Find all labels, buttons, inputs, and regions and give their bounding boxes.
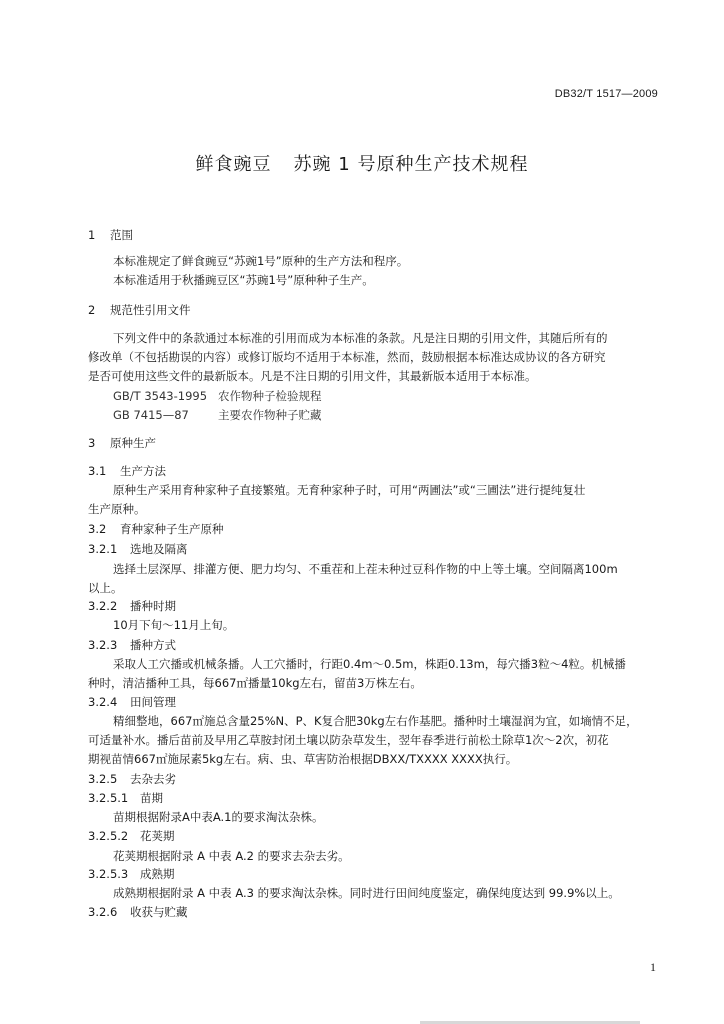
section-3-2-2-paragraph: 10月下旬～11月上旬。 xyxy=(113,618,235,632)
section-3-heading: 3 原种生产 xyxy=(88,436,156,450)
section-3-2-2-heading: 3.2.2 播种时期 xyxy=(88,599,176,613)
document-title xyxy=(0,150,724,176)
standard-number: DB32/T 1517—2009 xyxy=(554,88,658,100)
section-3-2-5-heading: 3.2.5 去杂去劣 xyxy=(88,772,176,786)
section-3-2-5-3-heading: 3.2.5.3 成熟期 xyxy=(88,867,175,881)
section-1-paragraph-1: 本标准规定了鲜食豌豆“苏豌1号”原种的生产方法和程序。 xyxy=(113,254,409,268)
section-2-paragraph-line-1: 下列文件中的条款通过本标准的引用而成为本标准的条款。凡是注日期的引用文件，其随后所有的 xyxy=(113,331,608,345)
section-2-heading: 2 规范性引用文件 xyxy=(88,303,191,317)
section-3-2-4-paragraph-line-2: 可适量补水。播后苗前及早用乙草胺封闭土壤以防杂草发生，翌年春季进行前松土除草1次～2次，初花 xyxy=(88,733,609,747)
scan-edge-mark xyxy=(664,0,724,4)
title-part-1: 鲜食豌豆 xyxy=(195,154,272,175)
section-3-1-heading: 3.1 生产方法 xyxy=(88,464,166,478)
section-2-paragraph-line-2: 修改单（不包括勘误的内容）或修订版均不适用于本标准，然而，鼓励根据本标准达成协议的各方研究 xyxy=(88,350,606,364)
section-3-2-heading: 3.2 育种家种子生产原种 xyxy=(88,522,224,536)
section-3-1-paragraph-line-2: 生产原种。 xyxy=(88,502,146,516)
reference-2: GB 7415—87 主要农作物种子贮藏 xyxy=(113,408,322,422)
section-3-2-6-heading: 3.2.6 收获与贮藏 xyxy=(88,905,188,919)
section-1-heading: 1 范围 xyxy=(88,228,133,242)
section-3-2-5-1-paragraph: 苗期根据附录A中表A.1的要求淘汰杂株。 xyxy=(113,810,324,824)
reference-1: GB/T 3543-1995 农作物种子检验规程 xyxy=(113,389,322,403)
section-1-paragraph-2: 本标准适用于秋播豌豆区“苏豌1号”原种种子生产。 xyxy=(113,273,374,287)
section-3-2-5-3-paragraph: 成熟期根据附录 A 中表 A.3 的要求淘汰杂株。同时进行田间纯度鉴定，确保纯度达到 99.9%以上。 xyxy=(113,886,620,900)
section-3-2-5-1-heading: 3.2.5.1 苗期 xyxy=(88,791,163,805)
section-3-2-4-paragraph-line-1: 精细整地，667㎡施总含量25%N、P、K复合肥30kg左右作基肥。播种时土壤湿润为宜，如墒情不足， xyxy=(113,714,638,728)
section-3-1-paragraph-line-1: 原种生产采用育种家种子直接繁殖。无育种家种子时，可用“两圃法”或“三圃法”进行提纯复壮 xyxy=(113,483,586,497)
section-2-paragraph-line-3: 是否可使用这些文件的最新版本。凡是不注日期的引用文件，其最新版本适用于本标准。 xyxy=(88,369,537,383)
section-3-2-4-heading: 3.2.4 田间管理 xyxy=(88,695,176,709)
section-3-2-3-heading: 3.2.3 播种方式 xyxy=(88,638,176,652)
section-3-2-1-paragraph-line-1: 选择土层深厚、排灌方便、肥力均匀、不重茬和上茬未种过豆科作物的中上等土壤。空间隔离100m xyxy=(113,562,618,576)
section-3-2-5-2-paragraph: 花荚期根据附录 A 中表 A.2 的要求去杂去劣。 xyxy=(113,849,350,863)
title-part-2: 苏豌 1 号原种生产技术规程 xyxy=(293,154,529,175)
section-3-2-1-paragraph-line-2: 以上。 xyxy=(88,581,123,595)
section-3-2-1-heading: 3.2.1 选地及隔离 xyxy=(88,542,188,556)
section-3-2-3-paragraph-line-1: 采取人工穴播或机械条播。人工穴播时，行距0.4m～0.5m，株距0.13m，每穴播3粒～4粒。机械播 xyxy=(113,657,626,671)
section-3-2-5-2-heading: 3.2.5.2 花荚期 xyxy=(88,829,175,843)
page-number: 1 xyxy=(650,960,656,974)
section-3-2-4-paragraph-line-3: 期视苗情667㎡施尿素5kg左右。病、虫、草害防治根据DBXX/TXXXX XXXX执行。 xyxy=(88,752,518,766)
section-3-2-3-paragraph-line-2: 种时，清洁播种工具，每667㎡播量10kg左右，留苗3万株左右。 xyxy=(88,676,422,690)
